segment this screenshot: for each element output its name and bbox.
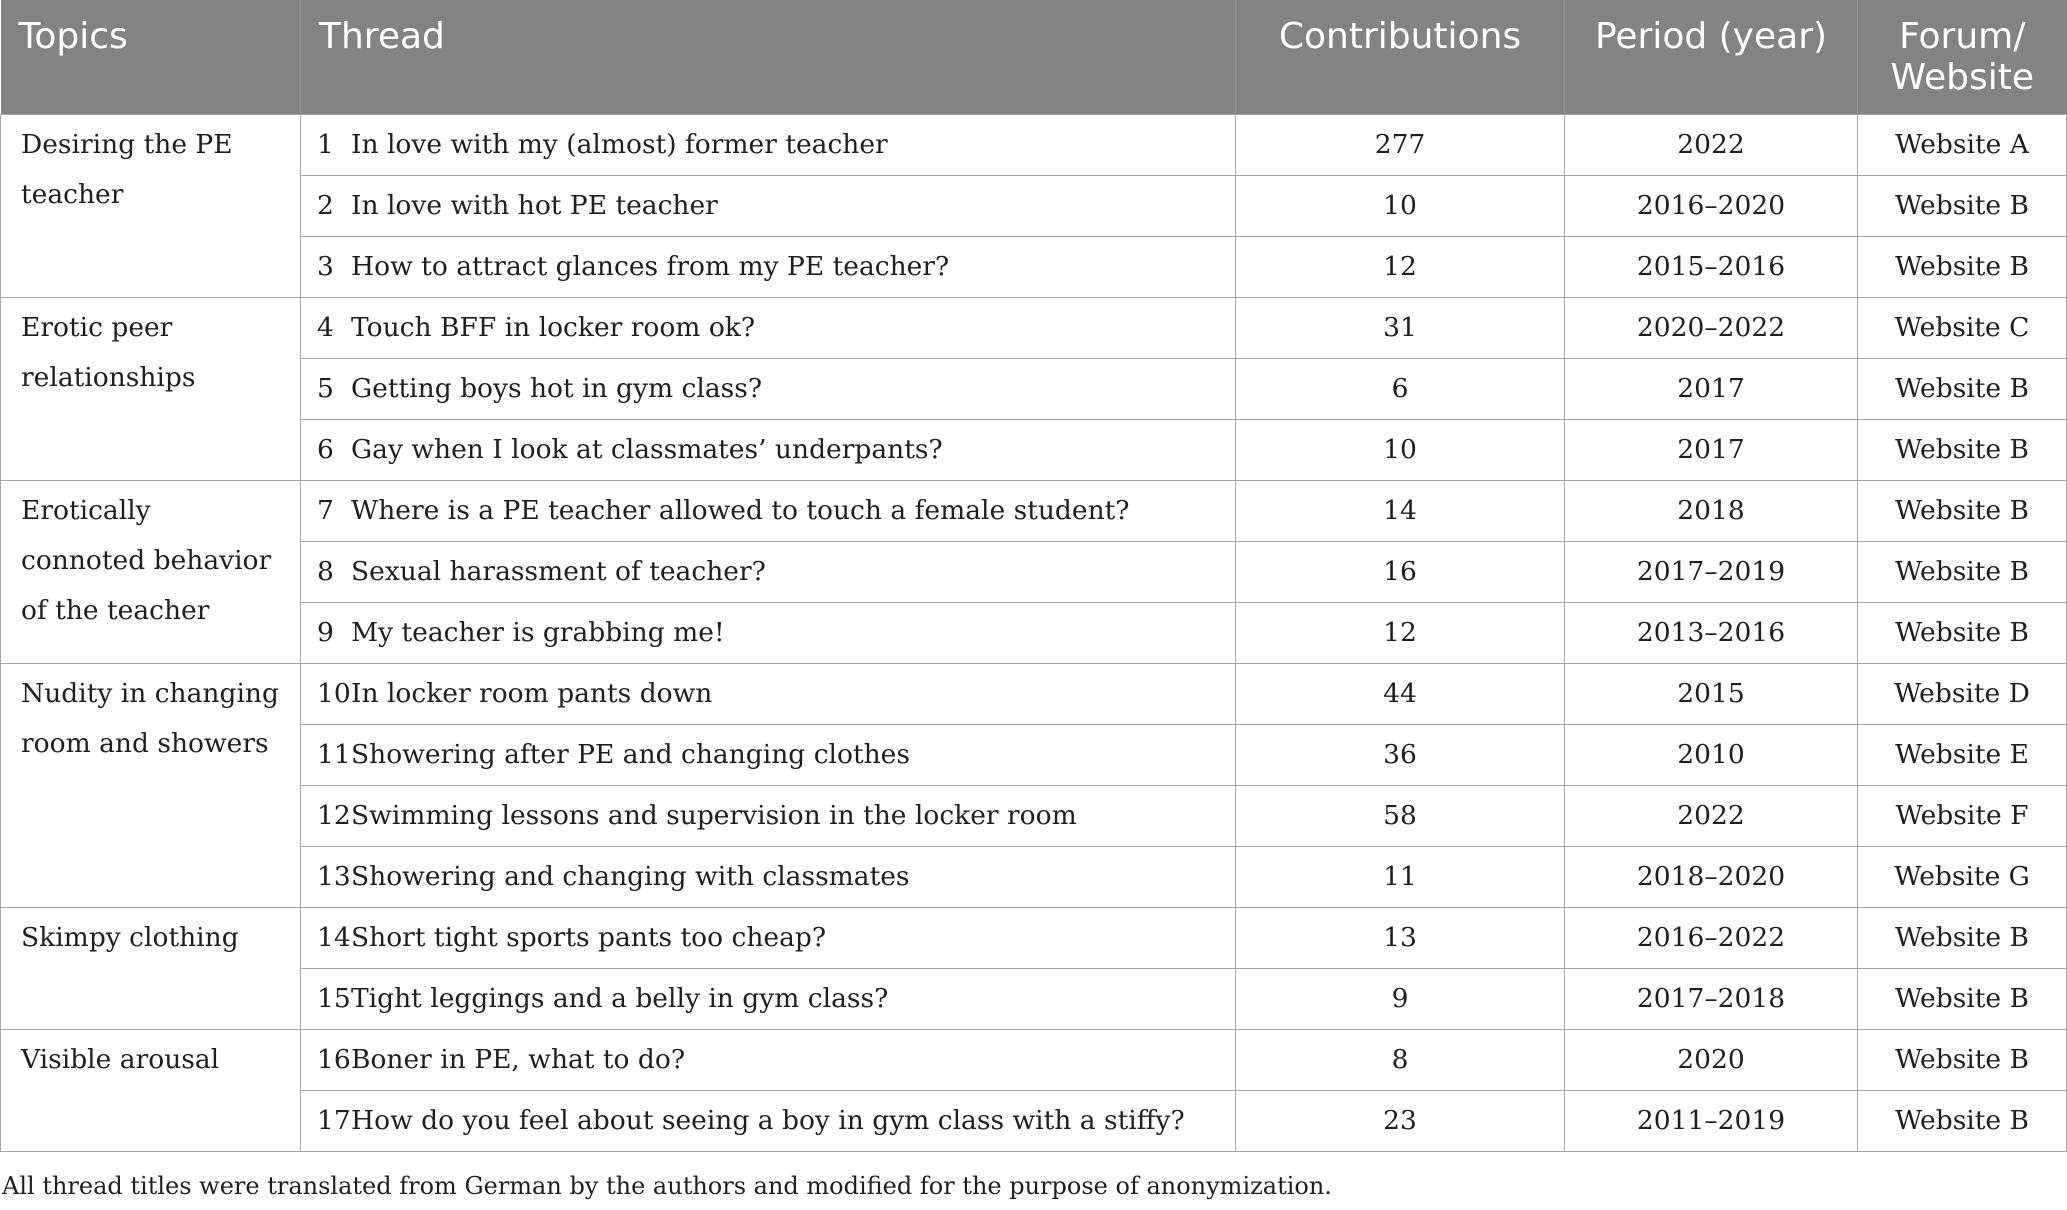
thread-cell <box>301 968 1236 1029</box>
contributions-cell: 58 <box>1236 785 1565 846</box>
period-cell: 2015 <box>1565 663 1858 724</box>
contributions-cell: 14 <box>1236 480 1565 541</box>
thread-title: Sexual harassment of teacher? <box>351 556 766 587</box>
thread-title: In locker room pants down <box>351 678 713 709</box>
header-period: Period (year) <box>1565 0 1858 114</box>
contributions-cell: 44 <box>1236 663 1565 724</box>
contributions-cell: 12 <box>1236 236 1565 297</box>
website-cell: Website B <box>1858 968 2067 1029</box>
table-row <box>1 541 2067 602</box>
contributions-cell: 11 <box>1236 846 1565 907</box>
contributions-cell: 13 <box>1236 907 1565 968</box>
thread-title: Showering after PE and changing clothes <box>351 739 910 770</box>
table-row <box>1 358 2067 419</box>
thread-number: 15 <box>317 983 351 1014</box>
table-row <box>1 968 2067 1029</box>
thread-number: 16 <box>317 1044 351 1075</box>
header-row <box>1 0 2067 114</box>
thread-cell <box>301 785 1236 846</box>
thread-number: 3 <box>317 251 334 282</box>
period-cell: 2017 <box>1565 419 1858 480</box>
website-cell: Website B <box>1858 1090 2067 1151</box>
topic-cell: Erotic peer relationships <box>1 297 301 480</box>
contributions-cell: 23 <box>1236 1090 1565 1151</box>
website-cell: Website C <box>1858 297 2067 358</box>
period-cell: 2022 <box>1565 114 1858 175</box>
contributions-cell: 10 <box>1236 419 1565 480</box>
thread-title: Boner in PE, what to do? <box>351 1044 686 1075</box>
thread-cell <box>301 1029 1236 1090</box>
contributions-cell: 8 <box>1236 1029 1565 1090</box>
website-cell: Website B <box>1858 480 2067 541</box>
table-row <box>1 236 2067 297</box>
period-cell: 2020–2022 <box>1565 297 1858 358</box>
header-contributions: Contributions <box>1236 0 1565 114</box>
website-cell: Website B <box>1858 358 2067 419</box>
thread-cell <box>301 297 1236 358</box>
period-cell: 2016–2020 <box>1565 175 1858 236</box>
thread-cell <box>301 480 1236 541</box>
thread-cell <box>301 175 1236 236</box>
header-topics: Topics <box>1 0 301 114</box>
thread-cell <box>301 846 1236 907</box>
thread-cell <box>301 602 1236 663</box>
contributions-cell: 6 <box>1236 358 1565 419</box>
header-thread: Thread <box>301 0 1236 114</box>
thread-number: 5 <box>317 373 334 404</box>
contributions-cell: 36 <box>1236 724 1565 785</box>
topic-cell: Skimpy clothing <box>1 907 301 1029</box>
thread-number: 10 <box>317 678 351 709</box>
thread-number: 17 <box>317 1105 351 1136</box>
period-cell: 2018 <box>1565 480 1858 541</box>
thread-title: Swimming lessons and supervision in the locker room <box>351 800 1077 831</box>
website-cell: Website D <box>1858 663 2067 724</box>
thread-number: 13 <box>317 861 351 892</box>
thread-number: 6 <box>317 434 334 465</box>
topic-cell: Visible arousal <box>1 1029 301 1151</box>
contributions-cell: 9 <box>1236 968 1565 1029</box>
thread-cell <box>301 541 1236 602</box>
website-cell: Website B <box>1858 175 2067 236</box>
table-row <box>1 785 2067 846</box>
table-row <box>1 1029 2067 1090</box>
website-cell: Website A <box>1858 114 2067 175</box>
period-cell: 2022 <box>1565 785 1858 846</box>
table-row <box>1 297 2067 358</box>
website-cell: Website E <box>1858 724 2067 785</box>
thread-cell <box>301 724 1236 785</box>
contributions-cell: 16 <box>1236 541 1565 602</box>
table-footnote: All thread titles were translated from German by the authors and modified for the purpose of anonymization. <box>2 1172 1332 1200</box>
thread-cell <box>301 358 1236 419</box>
thread-number: 9 <box>317 617 334 648</box>
period-cell: 2010 <box>1565 724 1858 785</box>
table-row <box>1 175 2067 236</box>
website-cell: Website B <box>1858 1029 2067 1090</box>
table-row <box>1 1090 2067 1151</box>
topic-cell: Nudity in changing room and showers <box>1 663 301 907</box>
table-body <box>1 114 2067 1151</box>
website-cell: Website G <box>1858 846 2067 907</box>
thread-number: 8 <box>317 556 334 587</box>
thread-title: My teacher is grabbing me! <box>351 617 725 648</box>
thread-number: 2 <box>317 190 334 221</box>
contributions-cell: 10 <box>1236 175 1565 236</box>
period-cell: 2017–2019 <box>1565 541 1858 602</box>
thread-cell <box>301 114 1236 175</box>
thread-title: Getting boys hot in gym class? <box>351 373 763 404</box>
thread-number: 1 <box>317 129 334 160</box>
thread-cell <box>301 663 1236 724</box>
thread-number: 4 <box>317 312 334 343</box>
table-row <box>1 846 2067 907</box>
period-cell: 2017 <box>1565 358 1858 419</box>
table-row <box>1 480 2067 541</box>
thread-number: 11 <box>317 739 351 770</box>
website-cell: Website B <box>1858 907 2067 968</box>
table-row <box>1 419 2067 480</box>
thread-title: Gay when I look at classmates’ underpants? <box>351 434 943 465</box>
table-row <box>1 724 2067 785</box>
thread-title: How to attract glances from my PE teacher? <box>351 251 950 282</box>
thread-number: 12 <box>317 800 351 831</box>
thread-title: Showering and changing with classmates <box>351 861 910 892</box>
topic-cell: Erotically connoted behavior of the teacher <box>1 480 301 663</box>
thread-cell <box>301 1090 1236 1151</box>
period-cell: 2011–2019 <box>1565 1090 1858 1151</box>
period-cell: 2016–2022 <box>1565 907 1858 968</box>
website-cell: Website B <box>1858 541 2067 602</box>
website-cell: Website B <box>1858 419 2067 480</box>
thread-title: Where is a PE teacher allowed to touch a female student? <box>351 495 1130 526</box>
table-row <box>1 114 2067 175</box>
thread-title: In love with my (almost) former teacher <box>351 129 888 160</box>
thread-number: 14 <box>317 922 351 953</box>
website-cell: Website B <box>1858 236 2067 297</box>
thread-cell <box>301 907 1236 968</box>
period-cell: 2013–2016 <box>1565 602 1858 663</box>
thread-title: In love with hot PE teacher <box>351 190 718 221</box>
contributions-cell: 12 <box>1236 602 1565 663</box>
contributions-cell: 31 <box>1236 297 1565 358</box>
thread-title: Touch BFF in locker room ok? <box>351 312 756 343</box>
contributions-cell: 277 <box>1236 114 1565 175</box>
period-cell: 2018–2020 <box>1565 846 1858 907</box>
table-row <box>1 907 2067 968</box>
thread-cell <box>301 419 1236 480</box>
table-row <box>1 663 2067 724</box>
period-cell: 2017–2018 <box>1565 968 1858 1029</box>
thread-title: Tight leggings and a belly in gym class? <box>351 983 889 1014</box>
topic-cell: Desiring the PE teacher <box>1 114 301 297</box>
thread-title: Short tight sports pants too cheap? <box>351 922 827 953</box>
table-row <box>1 602 2067 663</box>
thread-title: How do you feel about seeing a boy in gym class with a stiffy? <box>351 1105 1185 1136</box>
thread-cell <box>301 236 1236 297</box>
thread-number: 7 <box>317 495 334 526</box>
header-website: Forum/ Website <box>1858 0 2067 114</box>
period-cell: 2015–2016 <box>1565 236 1858 297</box>
website-cell: Website B <box>1858 602 2067 663</box>
website-cell: Website F <box>1858 785 2067 846</box>
period-cell: 2020 <box>1565 1029 1858 1090</box>
